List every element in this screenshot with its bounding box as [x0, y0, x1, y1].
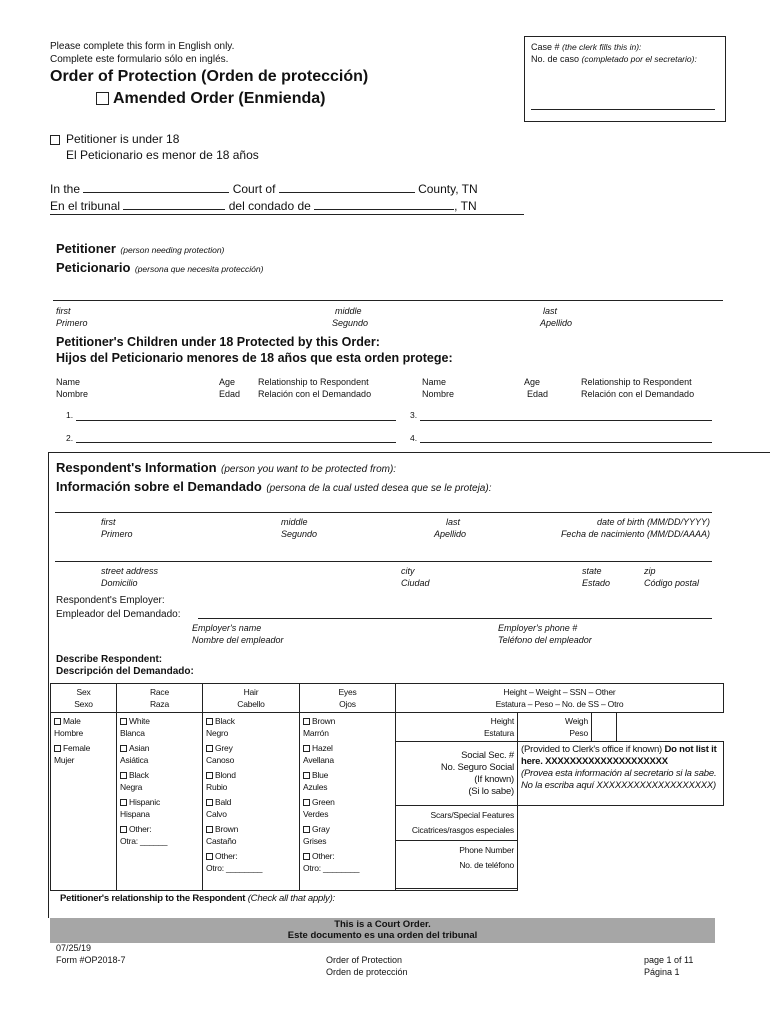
tribunal-field[interactable] — [123, 197, 225, 210]
eye-option-green[interactable]: Green Verdes — [303, 797, 335, 819]
eye-option-gray[interactable]: Gray Grises — [303, 824, 330, 846]
checkbox-icon[interactable] — [303, 826, 310, 833]
race-options — [117, 713, 203, 891]
under18-en: Petitioner is under 18 — [66, 132, 180, 146]
court-order-bar — [50, 918, 715, 943]
under18-es: El Peticionario es menor de 18 años — [66, 148, 259, 162]
court-of: Court of — [232, 182, 276, 196]
scars-field[interactable] — [518, 806, 724, 841]
sex-option-female[interactable]: Female Mujer — [54, 743, 91, 765]
employer-label-es: Empleador del Demandado: — [56, 609, 181, 620]
describe-en: Describe Respondent: — [56, 654, 163, 665]
checkbox-icon[interactable] — [303, 718, 310, 725]
respondent-title-es: Información sobre el Demandado — [56, 479, 262, 494]
petitioner-note-en: (person needing protection) — [120, 245, 225, 255]
col-eyes: Eyes Ojos — [300, 684, 396, 713]
checkbox-icon[interactable] — [120, 745, 127, 752]
petitioner-title-es: Peticionario — [56, 260, 131, 275]
case-number-box — [524, 36, 726, 122]
sex-options — [51, 713, 117, 891]
hair-option-other[interactable]: Other: Otro: ________ — [206, 851, 263, 873]
phone-label: Phone Number No. de teléfono — [396, 841, 518, 889]
children-col-age-left: Age Edad — [219, 377, 241, 399]
petitioner-first-label: first Primero — [56, 306, 88, 328]
hair-option-brown[interactable]: Brown Castaño — [206, 824, 239, 846]
condado-field[interactable] — [314, 197, 454, 210]
children-col-age-right: Age Edad — [524, 377, 549, 399]
respondent-frame-top — [48, 452, 770, 453]
respondent-city-label: city Ciudad — [401, 566, 430, 588]
weight-label: Weigh Peso — [518, 713, 592, 742]
amended-label: Amended Order (Enmienda) — [113, 90, 326, 107]
footer-title-es: Orden de protección — [326, 967, 408, 977]
eye-options — [300, 713, 396, 891]
hair-option-blond[interactable]: Blond Rubio — [206, 770, 236, 792]
checkbox-icon[interactable] — [120, 826, 127, 833]
footer-page-en: page 1 of 11 — [644, 955, 694, 965]
race-option-hispanic[interactable]: Hispanic Hispana — [120, 797, 160, 819]
sex-option-male[interactable]: Male Hombre — [54, 716, 84, 738]
checkbox-icon[interactable] — [206, 799, 213, 806]
respondent-note-en: (person you want to be protected from): — [221, 464, 397, 475]
employer-phone-label: Employer's phone # Teléfono del empleador — [498, 623, 592, 645]
col-hair: Hair Cabello — [203, 684, 300, 713]
court-divider — [50, 214, 524, 215]
col-race: Race Raza — [117, 684, 203, 713]
child-2-field[interactable] — [76, 442, 396, 443]
eye-option-other[interactable]: Other: Otro: ________ — [303, 851, 360, 873]
children-title-en: Petitioner's Children under 18 Protected by this Order: — [56, 335, 380, 349]
relationship-line — [60, 893, 335, 904]
children-title-es: Hijos del Peticionario menores de 18 años que esta orden protege: — [56, 351, 453, 365]
respondent-dob-label: date of birth (MM/DD/YYYY) Fecha de nacimiento (MM/DD/AAAA) — [560, 517, 710, 539]
footer-left — [56, 942, 126, 966]
respondent-name-field[interactable] — [55, 512, 712, 513]
checkbox-icon[interactable] — [303, 853, 310, 860]
respondent-street-label: street address Domicilio — [101, 566, 159, 588]
footer-date: 07/25/19 — [56, 943, 92, 953]
child-4-number: 4. — [410, 433, 418, 443]
phone-field[interactable] — [518, 841, 724, 889]
checkbox-icon[interactable] — [54, 745, 61, 752]
weight-field[interactable] — [592, 713, 617, 742]
respondent-note-es: (persona de la cual usted desea que se le proteja): — [266, 483, 492, 494]
ssn-label: Social Sec. # No. Seguro Social (If known) (Si lo sabe) — [396, 742, 518, 806]
hair-option-grey[interactable]: Grey Canoso — [206, 743, 235, 765]
court-county-tn: County, TN — [418, 182, 478, 196]
checkbox-icon[interactable] — [120, 799, 127, 806]
children-col-name-right: Name Nombre — [422, 377, 455, 399]
court-order-en: This is a Court Order. — [334, 919, 431, 930]
relationship-note: (Check all that apply): — [247, 893, 335, 904]
employer-field[interactable] — [198, 618, 712, 619]
case-label-es: No. de caso — [531, 54, 580, 64]
court-en-el: En el tribunal — [50, 199, 121, 213]
case-number-field[interactable] — [531, 109, 715, 110]
amended-checkbox[interactable] — [96, 92, 109, 105]
footer-center — [326, 954, 408, 978]
checkbox-icon[interactable] — [206, 772, 213, 779]
petitioner-last-label: last Apellido — [540, 306, 573, 328]
case-label-en: Case # — [531, 42, 560, 52]
checkbox-icon[interactable] — [54, 718, 61, 725]
court-del-condado: del condado de — [228, 199, 311, 213]
under18-block — [50, 131, 259, 163]
petitioner-name-field[interactable] — [53, 300, 723, 301]
hair-option-black[interactable]: Black Negro — [206, 716, 235, 738]
checkbox-icon[interactable] — [120, 718, 127, 725]
race-option-black[interactable]: Black Negra — [120, 770, 149, 792]
checkbox-icon[interactable] — [303, 799, 310, 806]
court-tn: , TN — [454, 199, 477, 213]
court-block — [50, 180, 478, 214]
petitioner-note-es: (persona que necesita protección) — [134, 264, 264, 274]
employer-label-en: Respondent's Employer: — [56, 595, 165, 606]
hair-options — [203, 713, 300, 891]
relationship-label: Petitioner's relationship to the Respondent — [60, 893, 246, 904]
court-name-field[interactable] — [83, 180, 229, 193]
children-heading — [56, 334, 453, 366]
height-weight-blank — [617, 713, 724, 742]
checkbox-icon[interactable] — [303, 772, 310, 779]
race-option-other[interactable]: Other: Otra: ______ — [120, 824, 168, 846]
scars-label: Scars/Special Features Cicatrices/rasgos especiales — [396, 806, 518, 841]
respondent-frame-left — [48, 452, 49, 918]
children-col-name-left: Name Nombre — [56, 377, 89, 399]
eye-option-hazel[interactable]: Hazel Avellana — [303, 743, 334, 765]
footer-page-es: Página 1 — [644, 967, 680, 977]
respondent-heading — [56, 459, 491, 497]
child-4-field[interactable] — [420, 442, 712, 443]
petitioner-heading — [56, 240, 263, 278]
children-col-rel-left: Relationship to Respondent Relación con el Demandado — [258, 377, 372, 399]
court-in-the: In the — [50, 182, 81, 196]
instructions — [50, 40, 234, 66]
checkbox-icon[interactable] — [206, 745, 213, 752]
phone-spacer — [396, 889, 518, 891]
footer-title-en: Order of Protection — [326, 955, 403, 965]
under18-checkbox[interactable] — [50, 135, 60, 145]
respondent-first-label: first Primero — [101, 517, 133, 539]
case-note-en: (the clerk fills this in): — [562, 42, 642, 52]
eye-option-blue[interactable]: Blue Azules — [303, 770, 329, 792]
instructions-en: Please complete this form in English only. — [50, 41, 235, 52]
race-option-asian[interactable]: Asian Asiática — [120, 743, 150, 765]
petitioner-middle-label: middle Segundo — [332, 306, 369, 328]
respondent-title-en: Respondent's Information — [56, 460, 217, 475]
checkbox-icon[interactable] — [303, 745, 310, 752]
respondent-employer — [56, 594, 181, 622]
respondent-state-label: state Estado — [582, 566, 611, 588]
describe-heading — [56, 654, 194, 678]
employer-name-label: Employer's name Nombre del empleador — [192, 623, 284, 645]
checkbox-icon[interactable] — [206, 718, 213, 725]
checkbox-icon[interactable] — [120, 772, 127, 779]
form-title: Order of Protection (Orden de protección) — [50, 68, 369, 85]
child-1-number: 1. — [66, 410, 74, 420]
case-note-es: (completado por el secretario): — [581, 54, 697, 64]
phone-spacer-right — [518, 889, 724, 891]
petitioner-title-en: Petitioner — [56, 241, 116, 256]
hair-option-bald[interactable]: Bald Calvo — [206, 797, 232, 819]
child-3-number: 3. — [410, 410, 418, 420]
race-option-white[interactable]: White Blanca — [120, 716, 150, 738]
checkbox-icon[interactable] — [206, 853, 213, 860]
children-col-rel-right: Relationship to Respondent Relación con el Demandado — [581, 377, 695, 399]
respondent-address-field[interactable] — [55, 561, 712, 562]
child-3-field[interactable] — [420, 420, 712, 421]
respondent-middle-label: middle Segundo — [281, 517, 318, 539]
height-label: Height Estatura — [396, 713, 518, 742]
footer-form: Form #OP2018-7 — [56, 955, 126, 965]
ssn-note: (Provided to Clerk's office if known) Do not list it here. XXXXXXXXXXXXXXXXXXXX (Provea esta información al secretario si la sabe. No la escriba aquí XXXXXXXXXXXXXXXXXXX) — [518, 742, 724, 806]
describe-es: Descripción del Demandado: — [56, 666, 194, 677]
county-field[interactable] — [279, 180, 415, 193]
child-2-number: 2. — [66, 433, 74, 443]
footer-right — [644, 954, 693, 978]
instructions-es: Complete este formulario sólo en inglés. — [50, 54, 229, 65]
checkbox-icon[interactable] — [206, 826, 213, 833]
court-order-es: Este documento es una orden del tribunal — [287, 930, 478, 941]
child-1-field[interactable] — [76, 420, 396, 421]
description-table — [50, 683, 724, 891]
eye-option-brown[interactable]: Brown Marrón — [303, 716, 336, 738]
respondent-zip-label: zip Código postal — [644, 566, 700, 588]
col-height-weight: Height – Weight – SSN – Other Estatura – Peso – No. de SS – Otro — [396, 684, 724, 713]
amended-order — [96, 90, 325, 108]
respondent-last-label: last Apellido — [434, 517, 467, 539]
col-sex: Sex Sexo — [51, 684, 117, 713]
